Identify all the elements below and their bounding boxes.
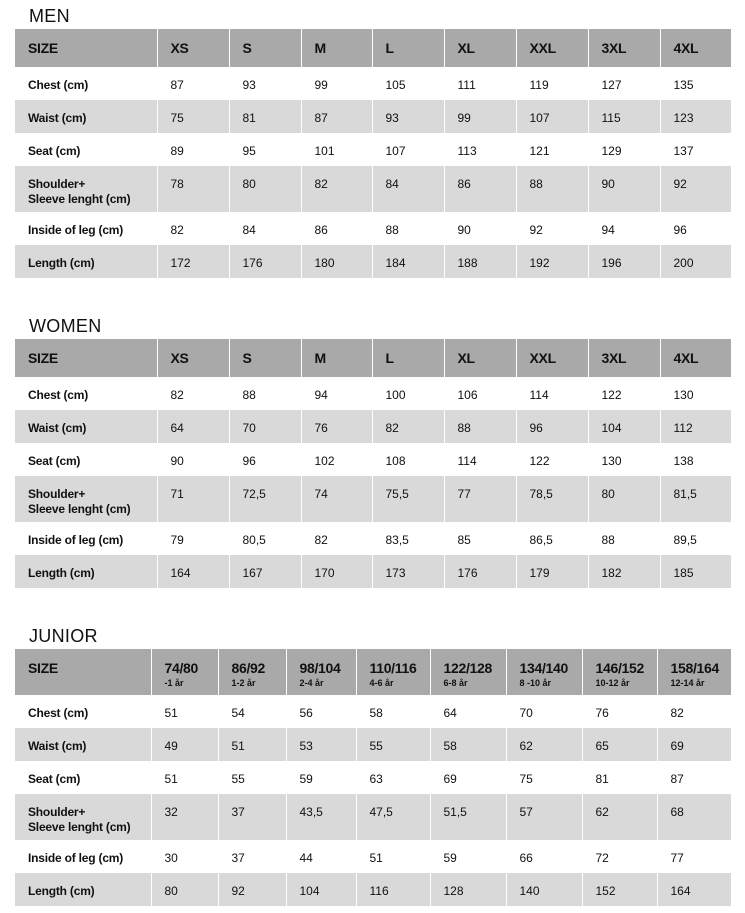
measurement-cell: 96 [660, 212, 731, 245]
measurement-cell: 130 [588, 443, 660, 476]
measurement-cell: 80 [588, 476, 660, 522]
measurement-cell: 96 [229, 443, 301, 476]
measurement-cell: 164 [157, 555, 229, 588]
measurement-cell: 51,5 [430, 794, 506, 840]
measurement-cell: 93 [372, 100, 444, 133]
measurement-cell: 80,5 [229, 522, 301, 555]
header-xl: XL [444, 29, 516, 67]
table-row [15, 443, 731, 476]
measurement-cell: 78 [157, 166, 229, 212]
measurement-cell: 88 [588, 522, 660, 555]
women-section [15, 313, 731, 588]
measurement-cell: 68 [657, 794, 731, 840]
measurement-cell: 85 [444, 522, 516, 555]
measurement-cell: 130 [660, 377, 731, 410]
junior-title: JUNIOR [29, 626, 98, 646]
measurement-cell: 113 [444, 133, 516, 166]
measurement-cell: 182 [588, 555, 660, 588]
measurement-cell: 87 [157, 67, 229, 100]
measurement-cell: 81 [582, 761, 657, 794]
header-4xl: 4XL [660, 29, 731, 67]
measurement-cell: 62 [506, 728, 582, 761]
measurement-cell: 119 [516, 67, 588, 100]
row-label: Chest (cm) [15, 377, 157, 410]
measurement-cell: 93 [229, 67, 301, 100]
age-range: -1 år [164, 678, 184, 688]
measurement-cell: 108 [372, 443, 444, 476]
measurement-cell: 99 [444, 100, 516, 133]
row-label: Waist (cm) [15, 410, 157, 443]
table-row [15, 212, 731, 245]
measurement-cell: 30 [151, 840, 218, 873]
measurement-cell: 96 [516, 410, 588, 443]
men-section [15, 3, 731, 278]
header-size-4 [430, 649, 506, 695]
measurement-cell: 88 [516, 166, 588, 212]
measurement-cell: 114 [444, 443, 516, 476]
measurement-cell: 94 [301, 377, 372, 410]
row-label: Shoulder+ Sleeve lenght (cm) [15, 166, 157, 212]
measurement-cell: 51 [356, 840, 430, 873]
measurement-cell: 129 [588, 133, 660, 166]
measurement-cell: 58 [356, 695, 430, 728]
header-size-0 [151, 649, 218, 695]
measurement-cell: 184 [372, 245, 444, 278]
measurement-cell: 82 [157, 212, 229, 245]
row-label: Length (cm) [15, 555, 157, 588]
row-label: Length (cm) [15, 245, 157, 278]
table-row [15, 522, 731, 555]
measurement-cell: 84 [229, 212, 301, 245]
measurement-cell: 88 [229, 377, 301, 410]
measurement-cell: 92 [218, 873, 286, 906]
measurement-cell: 76 [582, 695, 657, 728]
row-label: Waist (cm) [15, 100, 157, 133]
size-range: 74/80 [164, 660, 199, 676]
measurement-cell: 43,5 [286, 794, 356, 840]
measurement-cell: 94 [588, 212, 660, 245]
table-row [15, 761, 731, 794]
measurement-cell: 76 [301, 410, 372, 443]
size-range: 158/164 [670, 660, 720, 676]
measurement-cell: 72,5 [229, 476, 301, 522]
measurement-cell: 77 [657, 840, 731, 873]
header-m: M [301, 29, 372, 67]
measurement-cell: 172 [157, 245, 229, 278]
row-label: Seat (cm) [15, 443, 157, 476]
header-size-6 [582, 649, 657, 695]
measurement-cell: 88 [372, 212, 444, 245]
row-label: Inside of leg (cm) [15, 212, 157, 245]
measurement-cell: 137 [660, 133, 731, 166]
measurement-cell: 87 [657, 761, 731, 794]
size-range: 86/92 [231, 660, 266, 676]
measurement-cell: 64 [157, 410, 229, 443]
measurement-cell: 77 [444, 476, 516, 522]
table-row [15, 377, 731, 410]
measurement-cell: 90 [588, 166, 660, 212]
measurement-cell: 185 [660, 555, 731, 588]
measurement-cell: 167 [229, 555, 301, 588]
measurement-cell: 116 [356, 873, 430, 906]
measurement-cell: 135 [660, 67, 731, 100]
header-3xl: 3XL [588, 29, 660, 67]
junior-size-table [15, 649, 731, 906]
header-s: S [229, 339, 301, 377]
measurement-cell: 51 [151, 695, 218, 728]
measurement-cell: 123 [660, 100, 731, 133]
table-row [15, 410, 731, 443]
size-range: 122/128 [443, 660, 493, 676]
measurement-cell: 65 [582, 728, 657, 761]
measurement-cell: 82 [372, 410, 444, 443]
measurement-cell: 82 [657, 695, 731, 728]
measurement-cell: 72 [582, 840, 657, 873]
measurement-cell: 122 [588, 377, 660, 410]
measurement-cell: 127 [588, 67, 660, 100]
row-label: Chest (cm) [15, 695, 151, 728]
measurement-cell: 78,5 [516, 476, 588, 522]
measurement-cell: 82 [301, 522, 372, 555]
table-row [15, 840, 731, 873]
age-range: 1-2 år [231, 678, 256, 688]
measurement-cell: 92 [516, 212, 588, 245]
table-row [15, 100, 731, 133]
measurement-cell: 173 [372, 555, 444, 588]
size-range: 134/140 [519, 660, 569, 676]
measurement-cell: 51 [151, 761, 218, 794]
measurement-cell: 176 [229, 245, 301, 278]
measurement-cell: 47,5 [356, 794, 430, 840]
header-size: SIZE [15, 339, 157, 377]
size-range: 98/104 [299, 660, 341, 676]
measurement-cell: 180 [301, 245, 372, 278]
header-3xl: 3XL [588, 339, 660, 377]
header-size-1 [218, 649, 286, 695]
table-row [15, 245, 731, 278]
men-rows [15, 67, 731, 278]
women-title: WOMEN [29, 316, 102, 336]
table-row [15, 555, 731, 588]
measurement-cell: 37 [218, 794, 286, 840]
measurement-cell: 90 [444, 212, 516, 245]
measurement-cell: 82 [157, 377, 229, 410]
measurement-cell: 88 [444, 410, 516, 443]
women-size-table [15, 339, 731, 588]
header-size-2 [286, 649, 356, 695]
measurement-cell: 49 [151, 728, 218, 761]
measurement-cell: 59 [430, 840, 506, 873]
row-label: Seat (cm) [15, 133, 157, 166]
header-l: L [372, 29, 444, 67]
measurement-cell: 90 [157, 443, 229, 476]
measurement-cell: 75,5 [372, 476, 444, 522]
measurement-cell: 152 [582, 873, 657, 906]
measurement-cell: 79 [157, 522, 229, 555]
measurement-cell: 44 [286, 840, 356, 873]
measurement-cell: 86 [444, 166, 516, 212]
measurement-cell: 102 [301, 443, 372, 476]
measurement-cell: 99 [301, 67, 372, 100]
measurement-cell: 53 [286, 728, 356, 761]
measurement-cell: 192 [516, 245, 588, 278]
measurement-cell: 115 [588, 100, 660, 133]
measurement-cell: 105 [372, 67, 444, 100]
header-xl: XL [444, 339, 516, 377]
measurement-cell: 74 [301, 476, 372, 522]
measurement-cell: 81,5 [660, 476, 731, 522]
measurement-cell: 54 [218, 695, 286, 728]
measurement-cell: 55 [218, 761, 286, 794]
age-range: 8 -10 år [519, 678, 552, 688]
table-row [15, 873, 731, 906]
row-label: Inside of leg (cm) [15, 840, 151, 873]
measurement-cell: 75 [157, 100, 229, 133]
measurement-cell: 176 [444, 555, 516, 588]
row-label: Shoulder+ Sleeve lenght (cm) [15, 794, 151, 840]
junior-header-row [15, 649, 731, 695]
header-xxl: XXL [516, 339, 588, 377]
measurement-cell: 56 [286, 695, 356, 728]
measurement-cell: 51 [218, 728, 286, 761]
measurement-cell: 86,5 [516, 522, 588, 555]
measurement-cell: 114 [516, 377, 588, 410]
row-label: Shoulder+ Sleeve lenght (cm) [15, 476, 157, 522]
measurement-cell: 63 [356, 761, 430, 794]
header-size: SIZE [15, 649, 151, 695]
measurement-cell: 86 [301, 212, 372, 245]
measurement-cell: 64 [430, 695, 506, 728]
measurement-cell: 82 [301, 166, 372, 212]
women-rows [15, 377, 731, 588]
measurement-cell: 58 [430, 728, 506, 761]
measurement-cell: 179 [516, 555, 588, 588]
header-size-5 [506, 649, 582, 695]
header-m: M [301, 339, 372, 377]
measurement-cell: 32 [151, 794, 218, 840]
measurement-cell: 106 [444, 377, 516, 410]
measurement-cell: 164 [657, 873, 731, 906]
age-range: 4-6 år [369, 678, 394, 688]
table-row [15, 133, 731, 166]
measurement-cell: 70 [229, 410, 301, 443]
row-label: Seat (cm) [15, 761, 151, 794]
header-size: SIZE [15, 29, 157, 67]
measurement-cell: 66 [506, 840, 582, 873]
table-row [15, 695, 731, 728]
header-size-3 [356, 649, 430, 695]
measurement-cell: 80 [229, 166, 301, 212]
table-row [15, 794, 731, 840]
measurement-cell: 111 [444, 67, 516, 100]
measurement-cell: 104 [286, 873, 356, 906]
measurement-cell: 80 [151, 873, 218, 906]
measurement-cell: 188 [444, 245, 516, 278]
measurement-cell: 70 [506, 695, 582, 728]
measurement-cell: 128 [430, 873, 506, 906]
header-xs: XS [157, 339, 229, 377]
header-xs: XS [157, 29, 229, 67]
row-label: Inside of leg (cm) [15, 522, 157, 555]
measurement-cell: 200 [660, 245, 731, 278]
measurement-cell: 37 [218, 840, 286, 873]
measurement-cell: 138 [660, 443, 731, 476]
header-size-7 [657, 649, 731, 695]
measurement-cell: 170 [301, 555, 372, 588]
junior-rows [15, 695, 731, 906]
age-range: 12-14 år [670, 678, 705, 688]
junior-section [15, 623, 731, 906]
measurement-cell: 95 [229, 133, 301, 166]
size-range: 146/152 [595, 660, 645, 676]
measurement-cell: 100 [372, 377, 444, 410]
table-row [15, 166, 731, 212]
row-label: Waist (cm) [15, 728, 151, 761]
measurement-cell: 101 [301, 133, 372, 166]
measurement-cell: 89,5 [660, 522, 731, 555]
measurement-cell: 121 [516, 133, 588, 166]
header-l: L [372, 339, 444, 377]
measurement-cell: 62 [582, 794, 657, 840]
age-range: 2-4 år [299, 678, 324, 688]
age-range: 6-8 år [443, 678, 468, 688]
age-range: 10-12 år [595, 678, 630, 688]
measurement-cell: 55 [356, 728, 430, 761]
table-row [15, 67, 731, 100]
table-row [15, 728, 731, 761]
header-4xl: 4XL [660, 339, 731, 377]
measurement-cell: 140 [506, 873, 582, 906]
measurement-cell: 75 [506, 761, 582, 794]
men-title: MEN [29, 6, 70, 26]
measurement-cell: 81 [229, 100, 301, 133]
measurement-cell: 69 [657, 728, 731, 761]
men-size-table [15, 29, 731, 278]
measurement-cell: 196 [588, 245, 660, 278]
measurement-cell: 57 [506, 794, 582, 840]
measurement-cell: 104 [588, 410, 660, 443]
row-label: Length (cm) [15, 873, 151, 906]
measurement-cell: 83,5 [372, 522, 444, 555]
measurement-cell: 71 [157, 476, 229, 522]
measurement-cell: 107 [372, 133, 444, 166]
measurement-cell: 69 [430, 761, 506, 794]
measurement-cell: 59 [286, 761, 356, 794]
size-range: 110/116 [369, 660, 417, 676]
measurement-cell: 112 [660, 410, 731, 443]
measurement-cell: 87 [301, 100, 372, 133]
measurement-cell: 89 [157, 133, 229, 166]
measurement-cell: 92 [660, 166, 731, 212]
header-s: S [229, 29, 301, 67]
measurement-cell: 122 [516, 443, 588, 476]
header-xxl: XXL [516, 29, 588, 67]
measurement-cell: 84 [372, 166, 444, 212]
table-row [15, 476, 731, 522]
measurement-cell: 107 [516, 100, 588, 133]
row-label: Chest (cm) [15, 67, 157, 100]
